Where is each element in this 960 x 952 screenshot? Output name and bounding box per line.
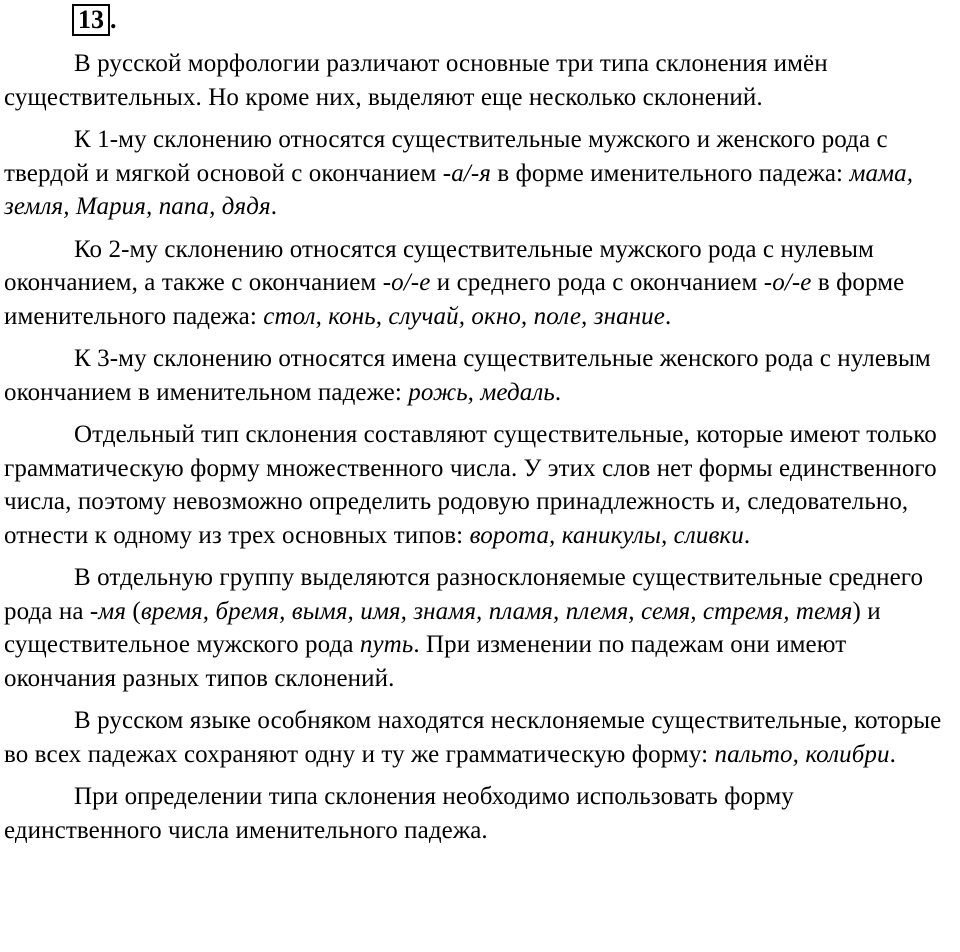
italic-examples: пальто, колибри [714, 740, 890, 768]
italic-ending: -о/-е [382, 269, 431, 296]
italic-examples: стол, конь, случай, окно, поле, знание [263, 302, 665, 330]
italic-ending: -о/-е [763, 269, 812, 296]
paragraph-text: . [743, 521, 751, 549]
italic-example-word: путь [359, 631, 414, 658]
italic-ending: -мя [89, 597, 127, 625]
paragraph-text: в форме именительного падежа: [4, 269, 905, 330]
paragraph-4 [4, 342, 956, 409]
paragraph-5 [4, 418, 956, 552]
exercise-heading [4, 4, 956, 40]
paragraph-text: В отдельную группу выделяются разносклоняемые существительные среднего рода на [4, 564, 924, 625]
paragraph-text: . [664, 302, 672, 330]
paragraph-text: в форме именительного падежа: [490, 159, 850, 187]
paragraph-7 [4, 704, 956, 771]
paragraph-2 [4, 123, 956, 224]
paragraph-8 [4, 780, 956, 847]
italic-examples: рожь, медаль [408, 378, 555, 406]
paragraph-3 [4, 233, 956, 334]
paragraph-text: . При изменении по падежам они имеют окончания разных типов склонений. [4, 631, 847, 692]
paragraph-text: Ко 2-му склонению относятся существительные мужского рода с нулевым окончанием, а также с окончанием [4, 235, 874, 296]
paragraph-text: и среднего рода с окончанием [430, 269, 764, 296]
paragraph-text: В русской морфологии различают основные три типа склонения имён существительных. Но кроме них, выделяют еще несколько склонений. [4, 50, 828, 111]
document-page [4, 4, 956, 856]
italic-examples: мама, земля, Мария, папа, дядя [4, 159, 914, 220]
italic-ending: -а/-я [442, 159, 491, 187]
paragraph-text: . [889, 740, 896, 768]
paragraph-text: . [270, 193, 278, 220]
paragraph-text: К 3-му склонению относятся имена существительные женского рода с нулевым окончанием в именительном падеже: [4, 345, 931, 406]
exercise-number-box: 13 [72, 4, 110, 36]
paragraph-1 [4, 47, 956, 114]
paragraph-text: В русском языке особняком находятся несклоняемые существительные, которые во всех падежах сохраняют одну и ту же грамматическую форму: [4, 707, 942, 768]
paragraph-text: ) и существительное мужского рода [4, 597, 881, 658]
paragraph-text: . [554, 378, 562, 406]
paragraph-text: Отдельный тип склонения составляют существительные, которые имеют только грамматическую форму множественного числа. У этих слов нет формы единственного числа, поэтому невозможно определить родовую принадлежность и, следовательно, отнести к одному из трех основных типов: [4, 421, 937, 549]
italic-examples: время, бремя, вымя, имя, знамя, пламя, племя, семя, стремя, темя [140, 597, 853, 625]
exercise-number-dot: . [110, 5, 117, 34]
paragraph-6 [4, 561, 956, 695]
paragraph-text: При определении типа склонения необходимо использовать форму единственного числа именительного падежа. [4, 783, 794, 844]
paragraph-text: К 1-му склонению относятся существительные мужского и женского рода с твердой и мягкой основой с окончанием [4, 126, 888, 187]
italic-examples: ворота, каникулы, сливки [469, 521, 744, 549]
paragraph-text: ( [126, 597, 141, 625]
